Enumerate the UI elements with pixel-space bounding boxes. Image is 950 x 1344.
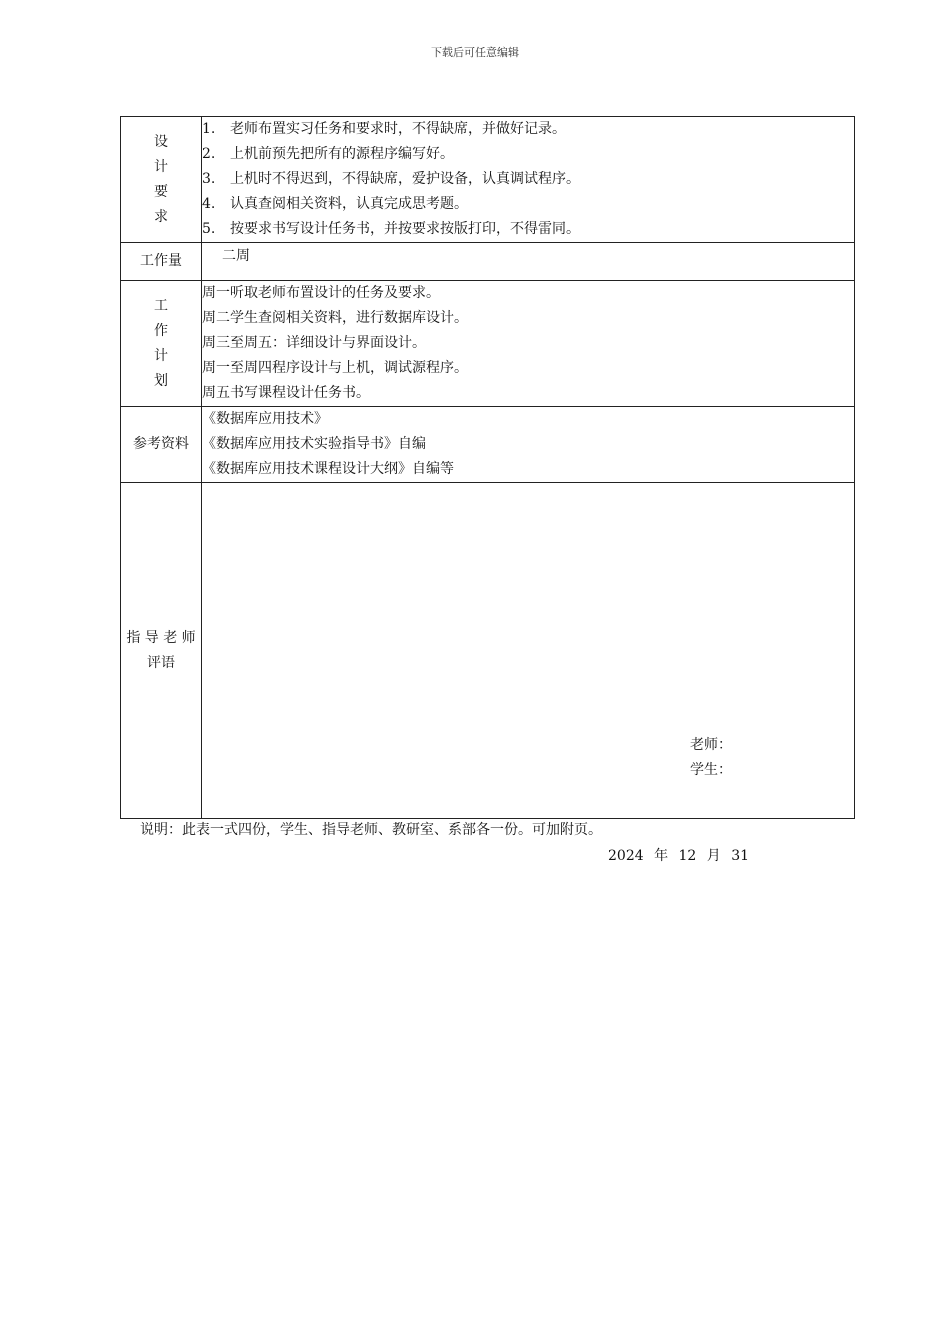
label-char: 计 xyxy=(154,158,168,175)
workload-label: 工作量 xyxy=(121,243,202,281)
form-date: 2024 年 12 月 31 xyxy=(608,848,750,864)
references-content xyxy=(202,407,855,483)
label-char: 计 xyxy=(154,347,168,364)
comments-area xyxy=(202,483,855,819)
teacher-signature-label: 老师： xyxy=(690,737,732,753)
item-text: 上机时不得迟到，不得缺席，爱护设备，认真调试程序。 xyxy=(230,171,580,187)
plan-item: 周一至周四程序设计与上机，调试源程序。 xyxy=(202,360,468,376)
reference-item: 《数据库应用技术实验指导书》自编 xyxy=(202,436,426,452)
label-char: 要 xyxy=(154,183,168,200)
comments-row xyxy=(121,483,855,819)
design-requirements-row xyxy=(121,117,855,243)
item-number: 3. xyxy=(202,171,216,187)
page-header: 下载后可任意编辑 xyxy=(431,46,519,59)
work-plan-content xyxy=(202,281,855,407)
label-char: 设 xyxy=(154,133,168,150)
reference-item: 《数据库应用技术》 xyxy=(202,411,328,427)
references-label: 参考资料 xyxy=(121,407,202,483)
plan-item: 周五书写课程设计任务书。 xyxy=(202,385,370,401)
item-number: 5. xyxy=(202,221,216,237)
plan-item: 周三至周五：详细设计与界面设计。 xyxy=(202,335,426,351)
comments-label xyxy=(121,483,202,819)
workload-value: 二周 xyxy=(202,243,855,281)
item-text: 按要求书写设计任务书，并按要求按版打印，不得雷同。 xyxy=(230,221,580,237)
label-char: 划 xyxy=(154,372,168,389)
plan-item: 周二学生查阅相关资料，进行数据库设计。 xyxy=(202,310,468,326)
item-number: 1. xyxy=(202,121,216,137)
item-text: 老师布置实习任务和要求时，不得缺席，并做好记录。 xyxy=(230,121,566,137)
design-requirements-content xyxy=(202,117,855,243)
requirement-item xyxy=(202,142,854,167)
item-number: 2. xyxy=(202,146,216,162)
plan-item: 周一听取老师布置设计的任务及要求。 xyxy=(202,285,440,301)
item-number: 4. xyxy=(202,196,216,212)
reference-item: 《数据库应用技术课程设计大纲》自编等 xyxy=(202,461,454,477)
references-row xyxy=(121,407,855,483)
form-footnote: 说明：此表一式四份，学生、指导老师、教研室、系部各一份。可加附页。 xyxy=(140,822,602,838)
label-char: 求 xyxy=(154,208,168,225)
requirement-item xyxy=(202,167,854,192)
requirement-item xyxy=(202,117,854,142)
work-plan-label xyxy=(121,281,202,407)
item-text: 认真查阅相关资料，认真完成思考题。 xyxy=(230,196,468,212)
label-char: 工 xyxy=(154,297,168,314)
comments-label-line: 指 导 老 师 xyxy=(126,629,196,646)
comments-label-line: 评语 xyxy=(147,654,175,671)
item-text: 上机前预先把所有的源程序编写好。 xyxy=(230,146,454,162)
workload-row xyxy=(121,243,855,281)
student-signature-label: 学生： xyxy=(690,762,732,778)
course-design-form xyxy=(120,116,855,819)
design-requirements-label xyxy=(121,117,202,243)
work-plan-row xyxy=(121,281,855,407)
signature-block xyxy=(690,733,732,783)
label-char: 作 xyxy=(154,322,168,339)
requirement-item xyxy=(202,192,854,217)
requirement-item xyxy=(202,217,854,242)
